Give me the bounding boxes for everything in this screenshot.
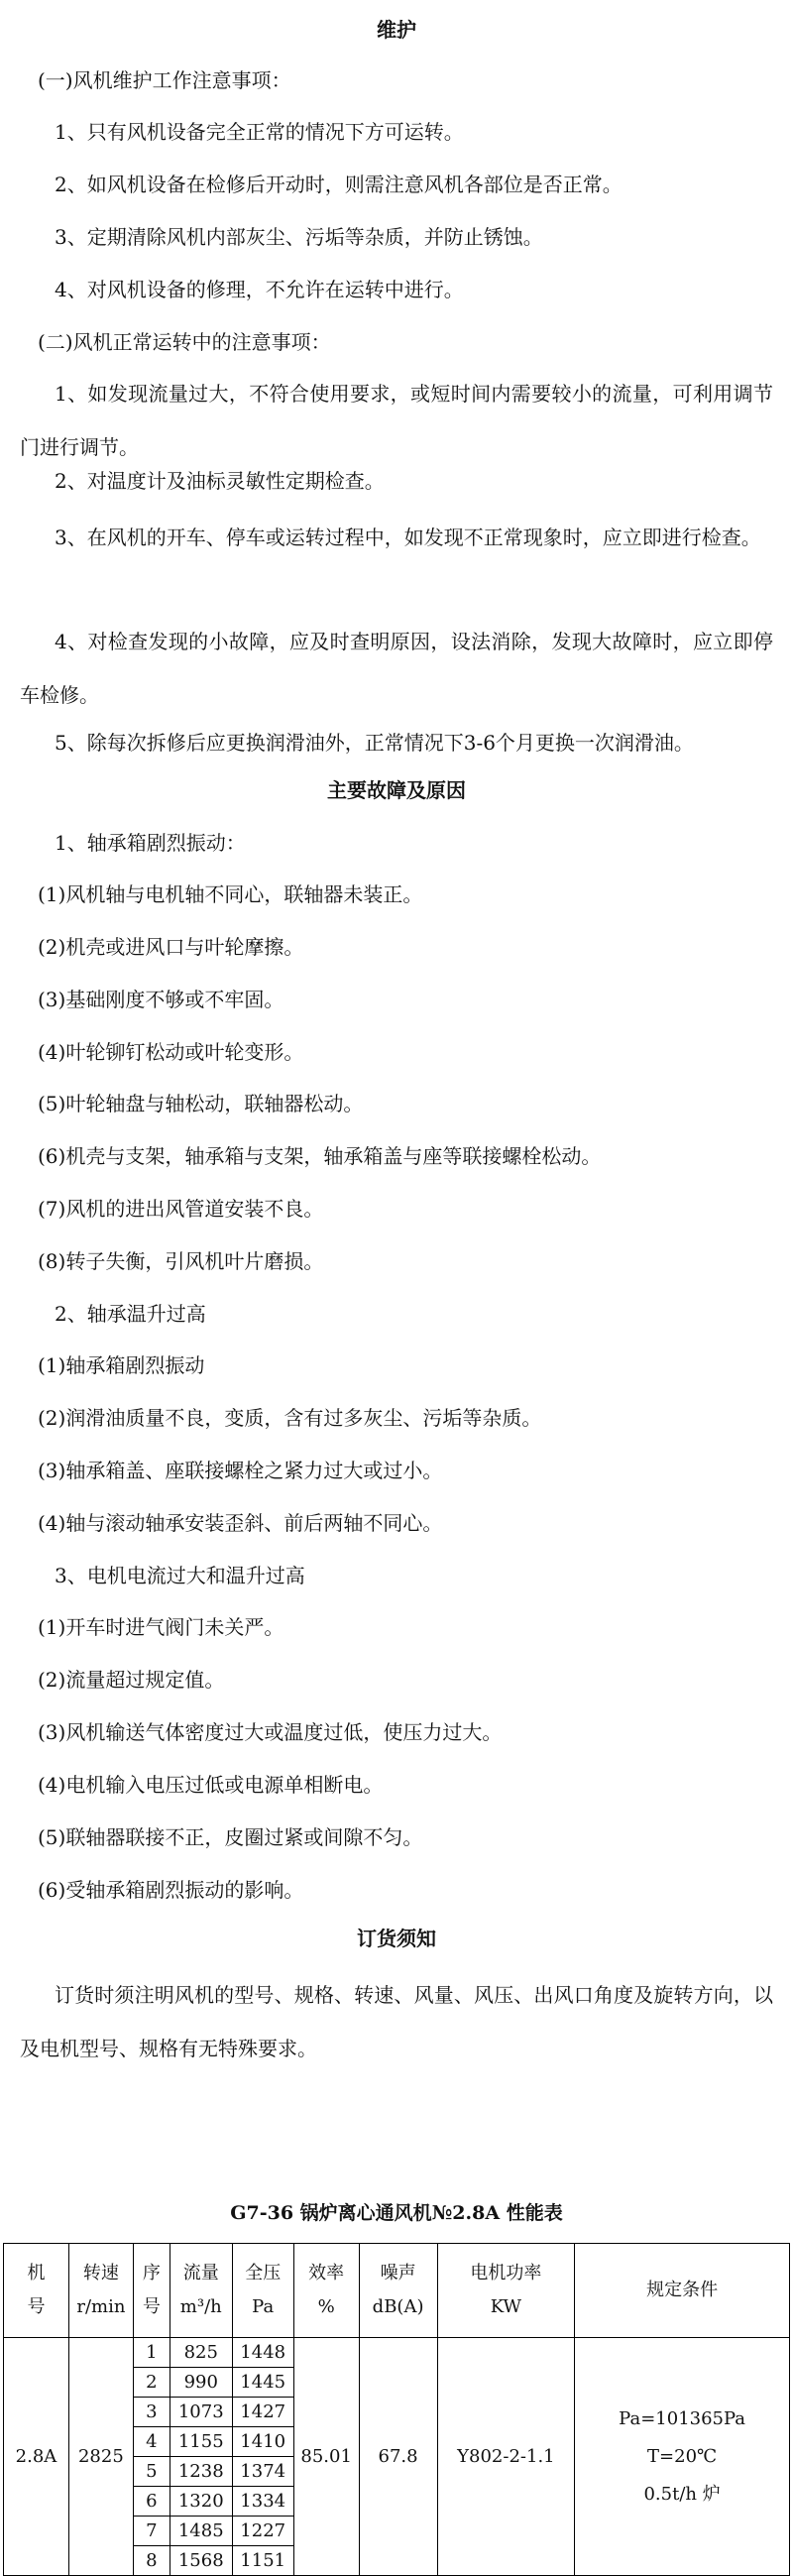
cell-pressure: 1334 — [232, 2487, 293, 2517]
fault-item: (2)润滑油质量不良，变质，含有过多灰尘、污垢等杂质。 — [38, 1406, 542, 1430]
order-heading: 订货须知 — [357, 1927, 436, 1950]
cell-flow: 1238 — [170, 2457, 232, 2487]
cell-speed: 2825 — [68, 2338, 133, 2576]
header-power: 电机功率 KW — [437, 2244, 575, 2338]
fault-item: (6)受轴承箱剧烈振动的影响。 — [38, 1878, 304, 1902]
maintenance-part2-item: 1、如发现流量过大，不符合使用要求，或短时间内需要较小的流量，可利用调节门进行调节。 — [20, 382, 773, 459]
header-noise: 噪声 dB(A) — [359, 2244, 437, 2338]
cell-flow: 1320 — [170, 2487, 232, 2517]
cell-pressure: 1151 — [232, 2546, 293, 2576]
fault-item: (4)电机输入电压过低或电源单相断电。 — [38, 1773, 384, 1797]
cell-efficiency: 85.01 — [293, 2338, 359, 2576]
header-index: 序 号 — [133, 2244, 170, 2338]
header-efficiency: 效率 % — [293, 2244, 359, 2338]
cell-pressure: 1374 — [232, 2457, 293, 2487]
cell-pressure: 1445 — [232, 2368, 293, 2398]
cell-flow: 1073 — [170, 2398, 232, 2427]
fault-item: (3)轴承箱盖、座联接螺栓之紧力过大或过小。 — [38, 1459, 443, 1482]
condition-boiler: 0.5t/h 炉 — [643, 2483, 721, 2505]
maintenance-heading: 维护 — [377, 18, 416, 42]
cell-index: 4 — [133, 2427, 170, 2457]
cell-flow: 1155 — [170, 2427, 232, 2457]
cell-index: 1 — [133, 2338, 170, 2368]
cell-pressure: 1427 — [232, 2398, 293, 2427]
cell-index: 2 — [133, 2368, 170, 2398]
fault-item: (5)联轴器联接不正，皮圈过紧或间隙不匀。 — [38, 1825, 423, 1849]
fault-group-title: 2、轴承温升过高 — [55, 1302, 206, 1326]
cell-flow: 1568 — [170, 2546, 232, 2576]
table-title: G7-36 锅炉离心通风机№2.8A 性能表 — [230, 2202, 563, 2224]
cell-index: 8 — [133, 2546, 170, 2576]
fault-item: (1)开车时进气阀门未关严。 — [38, 1615, 284, 1639]
cell-model: 2.8A — [4, 2338, 69, 2576]
maintenance-part1-item: 1、只有风机设备完全正常的情况下方可运转。 — [55, 120, 464, 144]
fault-item: (1)风机轴与电机轴不同心，联轴器未装正。 — [38, 882, 423, 906]
cell-index: 6 — [133, 2487, 170, 2517]
header-model: 机 号 — [4, 2244, 69, 2338]
maintenance-part2-item: 5、除每次拆修后应更换润滑油外，正常情况下3-6个月更换一次润滑油。 — [55, 731, 694, 755]
fault-item: (7)风机的进出风管道安装不良。 — [38, 1197, 324, 1221]
fault-item: (4)轴与滚动轴承安装歪斜、前后两轴不同心。 — [38, 1511, 443, 1535]
fault-item: (4)叶轮铆钉松动或叶轮变形。 — [38, 1040, 304, 1064]
table-row — [4, 2338, 790, 2368]
cell-flow: 990 — [170, 2368, 232, 2398]
header-condition: 规定条件 — [575, 2244, 790, 2338]
fault-group-title: 1、轴承箱剧烈振动： — [55, 831, 246, 855]
cell-pressure: 1227 — [232, 2517, 293, 2546]
condition-pressure: Pa=101365Pa — [619, 2407, 746, 2429]
maintenance-part2-item: 2、对温度计及油标灵敏性定期检查。 — [55, 469, 385, 493]
condition-temperature: T=20℃ — [647, 2445, 718, 2467]
cell-flow: 825 — [170, 2338, 232, 2368]
fault-item: (5)叶轮轴盘与轴松动，联轴器松动。 — [38, 1092, 364, 1115]
faults-heading: 主要故障及原因 — [327, 778, 466, 802]
cell-conditions — [575, 2338, 790, 2576]
maintenance-part1-item: 4、对风机设备的修理，不允许在运转中进行。 — [55, 278, 464, 301]
header-flow: 流量 m³/h — [170, 2244, 232, 2338]
cell-pressure: 1410 — [232, 2427, 293, 2457]
cell-index: 5 — [133, 2457, 170, 2487]
header-speed: 转速 r/min — [68, 2244, 133, 2338]
cell-motor: Y802-2-1.1 — [437, 2338, 575, 2576]
header-pressure: 全压 Pa — [232, 2244, 293, 2338]
maintenance-part1-title: (一)风机维护工作注意事项： — [38, 68, 291, 92]
fault-item: (8)转子失衡，引风机叶片磨损。 — [38, 1249, 324, 1273]
fault-item: (1)轴承箱剧烈振动 — [38, 1353, 205, 1377]
fault-item: (2)机壳或进风口与叶轮摩擦。 — [38, 935, 304, 959]
maintenance-part2-title: (二)风机正常运转中的注意事项： — [38, 330, 331, 354]
table-header-row — [4, 2244, 790, 2338]
cell-index: 3 — [133, 2398, 170, 2427]
cell-flow: 1485 — [170, 2517, 232, 2546]
cell-index: 7 — [133, 2517, 170, 2546]
fault-group-title: 3、电机电流过大和温升过高 — [55, 1564, 305, 1587]
fault-item: (2)流量超过规定值。 — [38, 1668, 225, 1692]
maintenance-part1-item: 3、定期清除风机内部灰尘、污垢等杂质，并防止锈蚀。 — [55, 225, 543, 249]
fault-item: (3)基础刚度不够或不牢固。 — [38, 988, 284, 1011]
maintenance-part1-item: 2、如风机设备在检修后开动时，则需注意风机各部位是否正常。 — [55, 173, 623, 196]
fault-item: (6)机壳与支架，轴承箱与支架，轴承箱盖与座等联接螺栓松动。 — [38, 1144, 602, 1168]
cell-noise: 67.8 — [359, 2338, 437, 2576]
maintenance-part2-item: 3、在风机的开车、停车或运转过程中，如发现不正常现象时，应立即进行检查。 — [55, 526, 761, 549]
fault-item: (3)风机输送气体密度过大或温度过低，使压力过大。 — [38, 1720, 503, 1744]
order-text: 订货时须注明风机的型号、规格、转速、风量、风压、出风口角度及旋转方向，以及电机型号、规格有无特殊要求。 — [20, 1983, 773, 2060]
performance-table — [3, 2243, 790, 2576]
cell-pressure: 1448 — [232, 2338, 293, 2368]
maintenance-part2-item: 4、对检查发现的小故障，应及时查明原因，设法消除，发现大故障时，应立即停车检修。 — [20, 630, 773, 707]
